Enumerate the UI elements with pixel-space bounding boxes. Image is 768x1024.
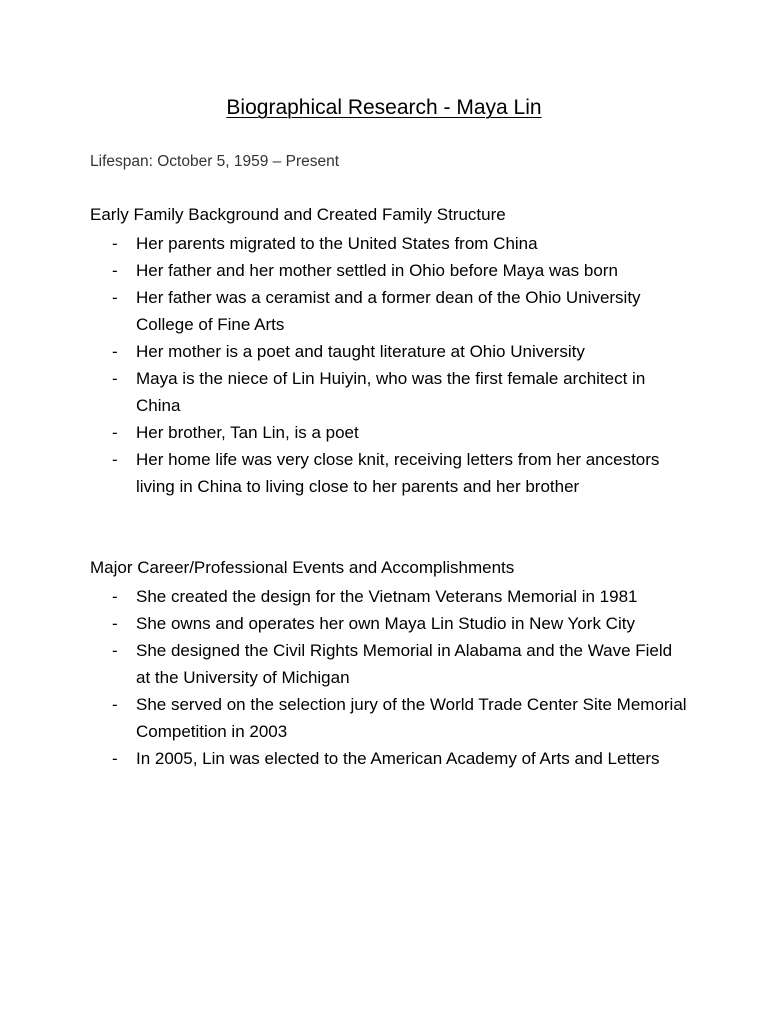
bullet-dash: - — [112, 641, 118, 660]
list-item-text: Her father and her mother settled in Ohio before Maya was born — [136, 261, 618, 280]
list-item — [90, 257, 690, 284]
bullet-list — [90, 230, 690, 500]
bullet-dash: - — [112, 234, 118, 253]
list-item-text: She owns and operates her own Maya Lin Studio in New York City — [136, 614, 635, 633]
section-heading: Major Career/Professional Events and Accomplishments — [90, 558, 515, 577]
list-item-text: Her home life was very close knit, receiving letters from her ancestors living in China to living close to her parents and her brother — [136, 450, 660, 496]
section-heading: Early Family Background and Created Family Structure — [90, 205, 506, 224]
list-item-text: Her brother, Tan Lin, is a poet — [136, 423, 359, 442]
list-item — [90, 637, 690, 691]
list-item — [90, 583, 690, 610]
bullet-dash: - — [112, 614, 118, 633]
bullet-dash: - — [112, 695, 118, 714]
list-item-text: Maya is the niece of Lin Huiyin, who was the first female architect in China — [136, 369, 646, 415]
lifespan-line: Lifespan: October 5, 1959 – Present — [90, 153, 340, 170]
list-item-text: She designed the Civil Rights Memorial in Alabama and the Wave Field at the University of Michigan — [136, 641, 673, 687]
list-item-text: Her mother is a poet and taught literature at Ohio University — [136, 342, 585, 361]
bullet-list — [90, 583, 690, 772]
bullet-dash: - — [112, 749, 118, 768]
bullet-dash: - — [112, 261, 118, 280]
list-item — [90, 610, 690, 637]
list-item-text: Her father was a ceramist and a former dean of the Ohio University College of Fine Arts — [136, 288, 641, 334]
section-career-events — [90, 556, 690, 772]
list-item-text: She served on the selection jury of the World Trade Center Site Memorial Competition in 2003 — [136, 695, 687, 741]
section-family-background — [90, 203, 690, 500]
list-item — [90, 745, 690, 772]
list-item-text: In 2005, Lin was elected to the American Academy of Arts and Letters — [136, 749, 660, 768]
list-item — [90, 338, 690, 365]
bullet-dash: - — [112, 342, 118, 361]
list-item — [90, 284, 690, 338]
bullet-dash: - — [112, 369, 118, 388]
list-item-text: Her parents migrated to the United States from China — [136, 234, 538, 253]
list-item — [90, 419, 690, 446]
list-item — [90, 230, 690, 257]
page-title: Biographical Research - Maya Lin — [226, 96, 542, 119]
list-item — [90, 365, 690, 419]
bullet-dash: - — [112, 288, 118, 307]
list-item-text: She created the design for the Vietnam Veterans Memorial in 1981 — [136, 587, 638, 606]
bullet-dash: - — [112, 423, 118, 442]
list-item — [90, 691, 690, 745]
list-item — [90, 446, 690, 500]
bullet-dash: - — [112, 450, 118, 469]
bullet-dash: - — [112, 587, 118, 606]
